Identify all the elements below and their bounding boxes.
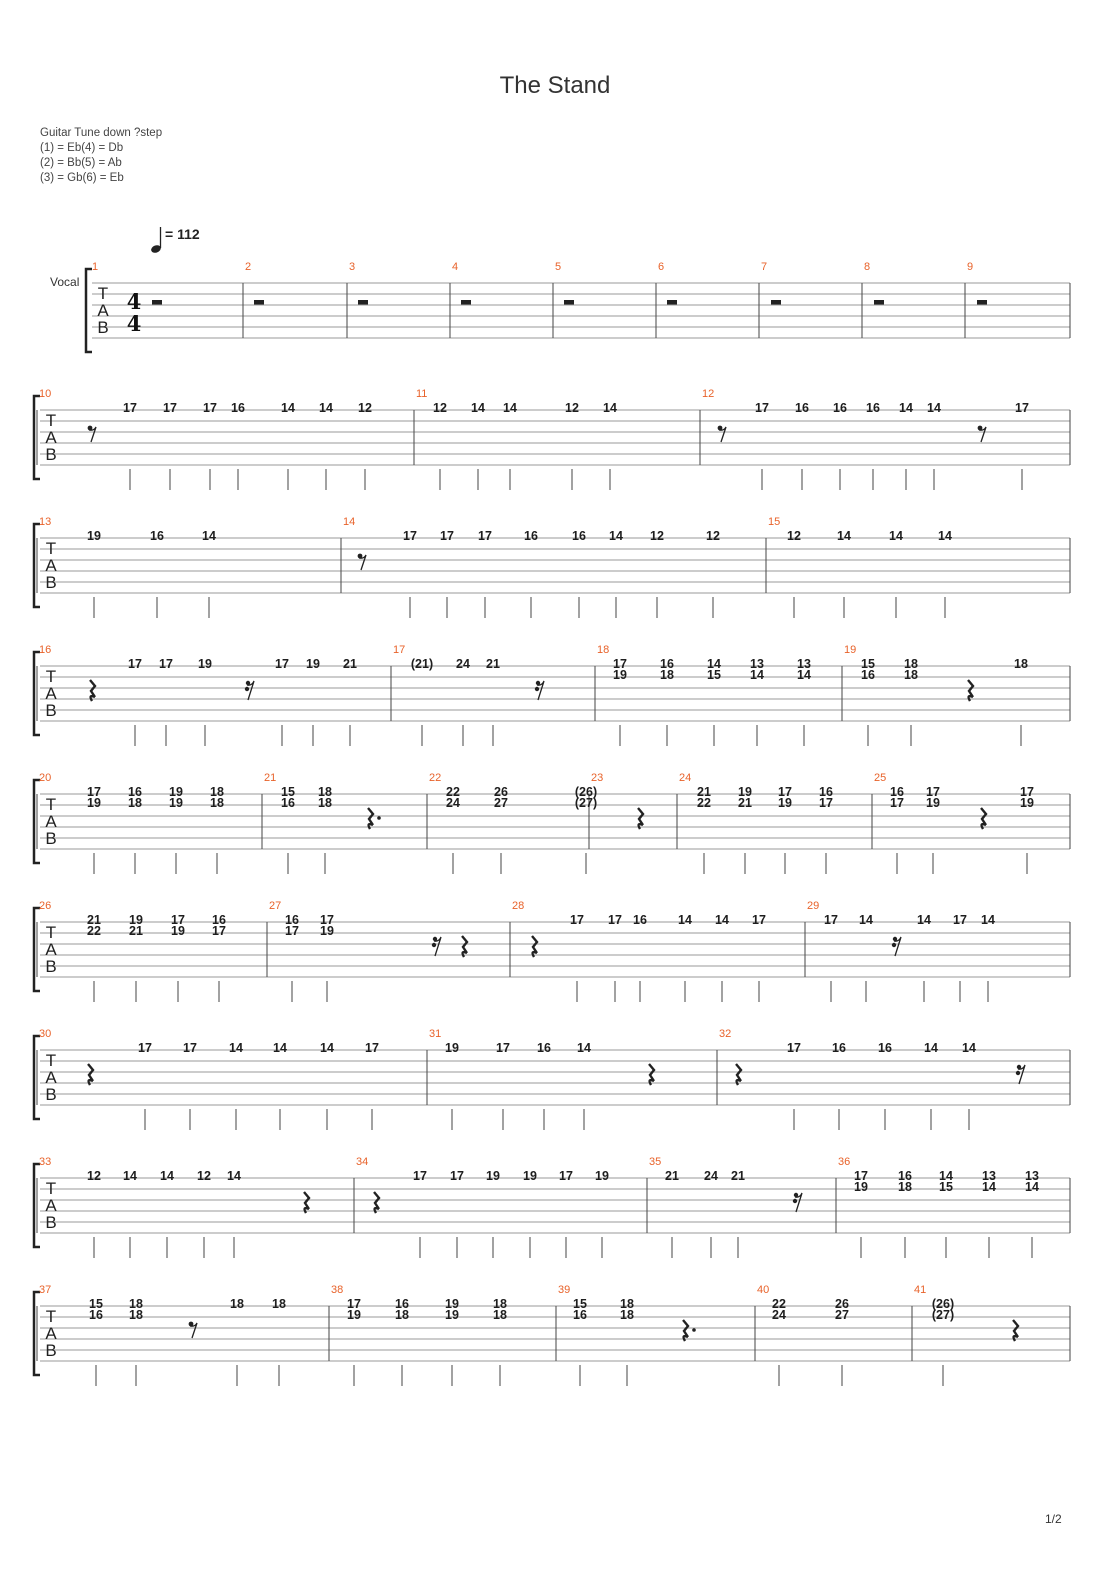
half-rest-icon	[358, 300, 368, 305]
fret-number: 14	[939, 1169, 953, 1183]
fret-number: 16	[660, 657, 674, 671]
fret-number: 17	[496, 1041, 510, 1055]
fret-number: 17	[203, 401, 217, 415]
fret-number: 16	[633, 913, 647, 927]
half-rest-icon	[667, 300, 677, 305]
fret-number: 14	[707, 657, 721, 671]
measure-number: 28	[512, 900, 525, 912]
fret-number: 17	[819, 796, 833, 810]
fret-number: 12	[87, 1169, 101, 1183]
fret-number: 19	[171, 924, 185, 938]
tab-clef-letter: T	[45, 923, 57, 942]
fret-number: 14	[609, 529, 623, 543]
tab-clef-letter: T	[45, 795, 57, 814]
tab-clef-letter: A	[45, 1196, 57, 1215]
fret-number: 17	[608, 913, 622, 927]
fret-number: 14	[503, 401, 517, 415]
page-number: 1/2	[1045, 1512, 1062, 1526]
fret-number: 27	[835, 1308, 849, 1322]
fret-number: 12	[433, 401, 447, 415]
measure-number: 34	[356, 1156, 369, 1168]
tab-clef-letter: T	[45, 667, 57, 686]
fret-number: 17	[926, 785, 940, 799]
fret-number: 17	[1015, 401, 1029, 415]
fret-number: 17	[159, 657, 173, 671]
fret-number: 19	[486, 1169, 500, 1183]
fret-number: 19	[169, 785, 183, 799]
fret-number: 12	[650, 529, 664, 543]
fret-number: 14	[678, 913, 692, 927]
fret-number: 14	[320, 1041, 334, 1055]
fret-number: 18	[210, 796, 224, 810]
fret-number: (26)	[574, 785, 598, 799]
tab-clef-letter: B	[45, 957, 57, 976]
measure-number: 8	[864, 261, 871, 273]
fret-number: 21	[738, 796, 752, 810]
time-signature-top: 4	[126, 289, 142, 314]
time-signature-bottom: 4	[126, 311, 142, 336]
fret-number: 17	[478, 529, 492, 543]
fret-number: 21	[129, 924, 143, 938]
fret-number: 16	[890, 785, 904, 799]
fret-number: 13	[982, 1169, 996, 1183]
fret-number: 19	[1020, 796, 1034, 810]
measure-number: 2	[245, 261, 252, 273]
fret-number: 16	[861, 668, 875, 682]
fret-number: 14	[982, 1180, 996, 1194]
fret-number: 17	[824, 913, 838, 927]
fret-number: 21	[731, 1169, 745, 1183]
measure-number: 38	[331, 1284, 344, 1296]
fret-number: 16	[212, 913, 226, 927]
quarter-rest-icon	[981, 808, 986, 829]
fret-number: 12	[565, 401, 579, 415]
fret-number: 19	[87, 796, 101, 810]
fret-number: 16	[898, 1169, 912, 1183]
fret-number: 18	[318, 785, 332, 799]
fret-number: 18	[660, 668, 674, 682]
fret-number: 13	[750, 657, 764, 671]
fret-number: 19	[613, 668, 627, 682]
measure-number: 1	[92, 261, 99, 273]
fret-number: 19	[778, 796, 792, 810]
fret-number: 18	[210, 785, 224, 799]
fret-number: 24	[772, 1308, 786, 1322]
fret-number: 27	[494, 796, 508, 810]
fret-number: 17	[413, 1169, 427, 1183]
tuning-line: (2) = Bb(5) = Ab	[40, 157, 122, 169]
tab-clef-letter: A	[45, 1324, 57, 1343]
fret-number: 14	[577, 1041, 591, 1055]
fret-number: 17	[450, 1169, 464, 1183]
tab-clef-letter: B	[97, 318, 109, 337]
fret-number: 19	[738, 785, 752, 799]
tab-clef-letter: B	[45, 1213, 57, 1232]
fret-number: 17	[787, 1041, 801, 1055]
fret-number: 19	[926, 796, 940, 810]
fret-number: 17	[163, 401, 177, 415]
fret-number: 17	[613, 657, 627, 671]
measure-number: 17	[393, 644, 406, 656]
fret-number: 26	[494, 785, 508, 799]
fret-number: 26	[835, 1297, 849, 1311]
fret-number: 16	[819, 785, 833, 799]
measure-number: 35	[649, 1156, 662, 1168]
fret-number: 16	[524, 529, 538, 543]
quarter-rest-icon	[968, 680, 973, 701]
fret-number: 14	[471, 401, 485, 415]
tab-clef-letter: T	[45, 1179, 57, 1198]
measure-number: 27	[269, 900, 282, 912]
measure-number: 39	[558, 1284, 571, 1296]
fret-number: 18	[395, 1308, 409, 1322]
fret-number: 15	[707, 668, 721, 682]
tab-system	[34, 1164, 1070, 1258]
fret-number: 19	[523, 1169, 537, 1183]
tuning-line: (1) = Eb(4) = Db	[40, 142, 124, 154]
measure-number: 18	[597, 644, 610, 656]
fret-number: 12	[197, 1169, 211, 1183]
quarter-rest-icon	[1013, 1320, 1018, 1341]
fret-number: 14	[797, 668, 811, 682]
eighth-rest-icon	[88, 426, 96, 442]
fret-number: 18	[898, 1180, 912, 1194]
tuning-line: (3) = Gb(6) = Eb	[40, 172, 124, 184]
measure-number: 5	[555, 261, 562, 273]
sixteenth-rest-icon	[892, 937, 901, 956]
fret-number: 22	[697, 796, 711, 810]
fret-number: 21	[665, 1169, 679, 1183]
tab-clef-letter: A	[45, 428, 57, 447]
half-rest-icon	[564, 300, 574, 305]
fret-number: 18	[129, 1308, 143, 1322]
fret-number: 18	[129, 1297, 143, 1311]
fret-number: 14	[750, 668, 764, 682]
fret-number: 18	[904, 668, 918, 682]
measure-number: 6	[658, 261, 665, 273]
fret-number: 18	[493, 1297, 507, 1311]
sixteenth-rest-icon	[793, 1193, 802, 1212]
fret-number: 19	[320, 924, 334, 938]
fret-number: 14	[273, 1041, 287, 1055]
fret-number: 17	[138, 1041, 152, 1055]
tab-clef-letter: B	[45, 829, 57, 848]
fret-number: 18	[620, 1308, 634, 1322]
fret-number: 16	[537, 1041, 551, 1055]
fret-number: 16	[833, 401, 847, 415]
fret-number: 17	[854, 1169, 868, 1183]
fret-number: 24	[446, 796, 460, 810]
measure-number: 20	[39, 772, 52, 784]
tab-clef-letter: B	[45, 1085, 57, 1104]
fret-number: 15	[939, 1180, 953, 1194]
fret-number: 17	[212, 924, 226, 938]
tab-clef-letter: A	[45, 812, 57, 831]
fret-number: 19	[87, 529, 101, 543]
measure-number: 21	[264, 772, 277, 784]
measure-number: 30	[39, 1028, 52, 1040]
fret-number: 19	[445, 1041, 459, 1055]
fret-number: 14	[962, 1041, 976, 1055]
fret-number: 14	[981, 913, 995, 927]
fret-number: 19	[445, 1308, 459, 1322]
fret-number: 19	[347, 1308, 361, 1322]
fret-number: 17	[347, 1297, 361, 1311]
measure-number: 33	[39, 1156, 52, 1168]
sixteenth-rest-icon	[245, 681, 254, 700]
measure-number: 40	[757, 1284, 770, 1296]
fret-number: 14	[227, 1169, 241, 1183]
fret-number: 17	[285, 924, 299, 938]
tab-clef-letter: T	[97, 284, 109, 303]
measure-number: 32	[719, 1028, 732, 1040]
fret-number: (21)	[410, 657, 434, 671]
measure-number: 7	[761, 261, 768, 273]
measure-number: 41	[914, 1284, 927, 1296]
tab-system	[34, 908, 1070, 1002]
fret-number: 19	[306, 657, 320, 671]
fret-number: 14	[229, 1041, 243, 1055]
fret-number: 14	[927, 401, 941, 415]
song-title: The Stand	[499, 72, 611, 99]
fret-number: 18	[272, 1297, 286, 1311]
measure-number: 16	[39, 644, 52, 656]
fret-number: 14	[889, 529, 903, 543]
half-rest-icon	[461, 300, 471, 305]
fret-number: 13	[1025, 1169, 1039, 1183]
fret-number: 18	[318, 796, 332, 810]
fret-number: 16	[231, 401, 245, 415]
fret-number: 21	[87, 913, 101, 927]
fret-number: 12	[358, 401, 372, 415]
fret-number: 14	[938, 529, 952, 543]
measure-number: 10	[39, 388, 52, 400]
fret-number: 17	[128, 657, 142, 671]
quarter-rest-icon	[649, 1064, 654, 1085]
measure-number: 19	[844, 644, 857, 656]
tab-clef-letter: T	[45, 1307, 57, 1326]
fret-number: 24	[704, 1169, 718, 1183]
fret-number: 17	[275, 657, 289, 671]
tab-clef-letter: B	[45, 573, 57, 592]
tab-system	[34, 780, 1070, 874]
fret-number: 16	[832, 1041, 846, 1055]
sixteenth-rest-icon	[432, 937, 441, 956]
fret-number: 17	[320, 913, 334, 927]
fret-number: 19	[445, 1297, 459, 1311]
fret-number: 16	[395, 1297, 409, 1311]
fret-number: 15	[573, 1297, 587, 1311]
measure-number: 13	[39, 516, 52, 528]
fret-number: 12	[706, 529, 720, 543]
fret-number: 18	[904, 657, 918, 671]
fret-number: 19	[854, 1180, 868, 1194]
fret-number: 17	[570, 913, 584, 927]
measure-number: 12	[702, 388, 715, 400]
tab-system	[34, 396, 1070, 490]
tab-clef-letter: A	[45, 556, 57, 575]
fret-number: 14	[924, 1041, 938, 1055]
fret-number: 14	[899, 401, 913, 415]
fret-number: 18	[128, 796, 142, 810]
fret-number: 16	[866, 401, 880, 415]
eighth-rest-icon	[718, 426, 726, 442]
fret-number: 14	[917, 913, 931, 927]
tab-system	[86, 269, 1070, 352]
quarter-rest-icon	[90, 680, 95, 701]
fret-number: 17	[752, 913, 766, 927]
tempo-label: = 112	[165, 226, 200, 242]
fret-number: 16	[89, 1308, 103, 1322]
tab-clef-letter: T	[45, 411, 57, 430]
fret-number: 18	[230, 1297, 244, 1311]
fret-number: 14	[1025, 1180, 1039, 1194]
fret-number: 16	[150, 529, 164, 543]
fret-number: 16	[128, 785, 142, 799]
quarter-rest-icon	[683, 1320, 696, 1341]
tab-clef-letter: B	[45, 701, 57, 720]
quarter-rest-icon	[736, 1064, 741, 1085]
fret-number: 17	[559, 1169, 573, 1183]
measure-number: 31	[429, 1028, 442, 1040]
sixteenth-rest-icon	[1016, 1065, 1025, 1084]
measure-number: 3	[349, 261, 356, 273]
fret-number: 17	[778, 785, 792, 799]
fret-number: 17	[890, 796, 904, 810]
fret-number: 17	[365, 1041, 379, 1055]
fret-number: 15	[89, 1297, 103, 1311]
tuning-heading: Guitar Tune down ?step	[40, 127, 163, 139]
half-rest-icon	[254, 300, 264, 305]
eighth-rest-icon	[358, 554, 366, 570]
fret-number: 22	[87, 924, 101, 938]
fret-number: 14	[319, 401, 333, 415]
measure-number: 24	[679, 772, 692, 784]
fret-number: 17	[87, 785, 101, 799]
fret-number: 14	[123, 1169, 137, 1183]
fret-number: 17	[403, 529, 417, 543]
measure-number: 23	[591, 772, 604, 784]
fret-number: 22	[772, 1297, 786, 1311]
measure-number: 9	[967, 261, 974, 273]
fret-number: 19	[129, 913, 143, 927]
fret-number: (27)	[931, 1308, 955, 1322]
fret-number: 16	[573, 1308, 587, 1322]
tab-clef-letter: A	[45, 684, 57, 703]
measure-number: 14	[343, 516, 356, 528]
measure-number: 36	[838, 1156, 851, 1168]
measure-number: 25	[874, 772, 887, 784]
measure-number: 29	[807, 900, 820, 912]
fret-number: 22	[446, 785, 460, 799]
measure-number: 4	[452, 261, 459, 273]
measure-number: 15	[768, 516, 781, 528]
tab-clef-letter: T	[45, 539, 57, 558]
quarter-rest-icon	[462, 936, 467, 957]
measure-number: 26	[39, 900, 52, 912]
eighth-rest-icon	[978, 426, 986, 442]
quarter-rest-icon	[88, 1064, 93, 1085]
fret-number: 17	[183, 1041, 197, 1055]
fret-number: 15	[281, 785, 295, 799]
fret-number: 14	[160, 1169, 174, 1183]
fret-number: 18	[493, 1308, 507, 1322]
fret-number: 12	[787, 529, 801, 543]
quarter-rest-icon	[304, 1192, 309, 1213]
fret-number: 17	[953, 913, 967, 927]
half-rest-icon	[977, 300, 987, 305]
fret-number: 21	[343, 657, 357, 671]
fret-number: 14	[281, 401, 295, 415]
fret-number: 16	[285, 913, 299, 927]
fret-number: 16	[878, 1041, 892, 1055]
quarter-rest-icon	[638, 808, 643, 829]
system-bracket	[86, 269, 92, 352]
fret-number: 16	[572, 529, 586, 543]
fret-number: 17	[1020, 785, 1034, 799]
tab-clef-letter: B	[45, 445, 57, 464]
eighth-rest-icon	[189, 1322, 197, 1338]
fret-number: 16	[795, 401, 809, 415]
fret-number: 14	[603, 401, 617, 415]
fret-number: (27)	[574, 796, 598, 810]
fret-number: 18	[620, 1297, 634, 1311]
fret-number: 16	[281, 796, 295, 810]
fret-number: (26)	[931, 1297, 955, 1311]
fret-number: 14	[859, 913, 873, 927]
fret-number: 19	[169, 796, 183, 810]
fret-number: 21	[486, 657, 500, 671]
measure-number: 11	[416, 388, 428, 400]
fret-number: 19	[595, 1169, 609, 1183]
fret-number: 15	[861, 657, 875, 671]
tab-clef-letter: A	[45, 1068, 57, 1087]
fret-number: 21	[697, 785, 711, 799]
fret-number: 14	[715, 913, 729, 927]
tab-clef-letter: A	[97, 301, 109, 320]
fret-number: 24	[456, 657, 470, 671]
quarter-rest-icon	[532, 936, 537, 957]
fret-number: 17	[123, 401, 137, 415]
half-rest-icon	[771, 300, 781, 305]
half-rest-icon	[152, 300, 162, 305]
fret-number: 17	[171, 913, 185, 927]
tab-clef-letter: T	[45, 1051, 57, 1070]
fret-number: 14	[202, 529, 216, 543]
fret-number: 17	[440, 529, 454, 543]
quarter-rest-icon	[368, 808, 381, 829]
tab-clef-letter: A	[45, 940, 57, 959]
tab-clef-letter: B	[45, 1341, 57, 1360]
fret-number: 17	[755, 401, 769, 415]
fret-number: 14	[837, 529, 851, 543]
tab-system	[34, 1292, 1070, 1386]
half-rest-icon	[874, 300, 884, 305]
measure-number: 22	[429, 772, 442, 784]
track-name: Vocal	[50, 275, 80, 289]
fret-number: 13	[797, 657, 811, 671]
measure-number: 37	[39, 1284, 52, 1296]
quarter-rest-icon	[374, 1192, 379, 1213]
fret-number: 18	[1014, 657, 1028, 671]
tab-system	[34, 524, 1070, 618]
sixteenth-rest-icon	[535, 681, 544, 700]
fret-number: 19	[198, 657, 212, 671]
